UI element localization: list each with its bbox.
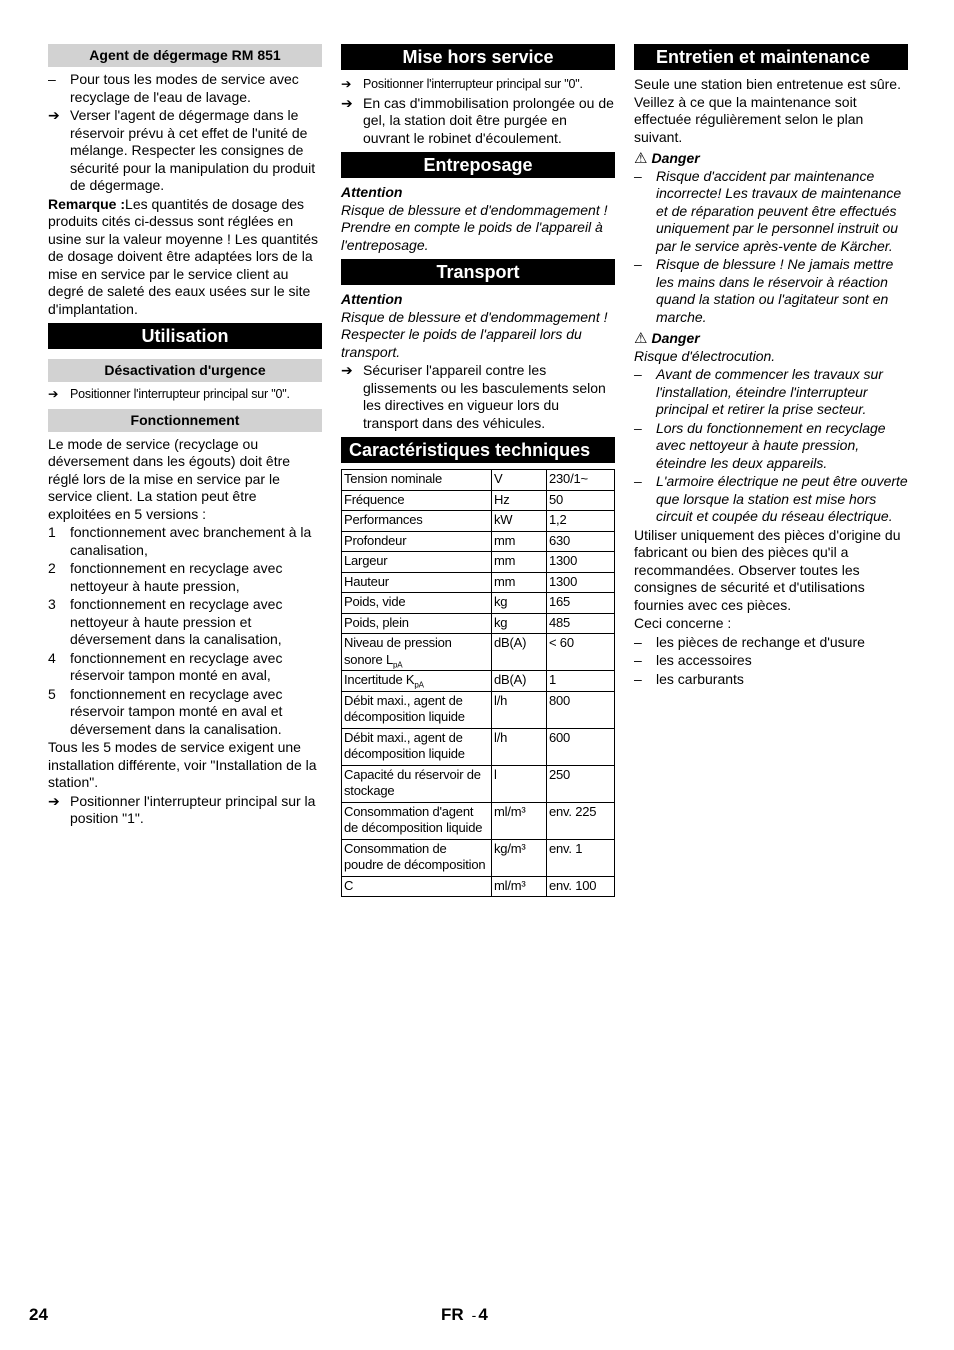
- spec-unit: kW: [492, 511, 547, 532]
- list-item: [634, 256, 908, 326]
- remark: [48, 196, 322, 319]
- item-text: fonctionnement en recyclage avec nettoyeur à haute pression et déversement dans la canalisation,: [70, 596, 283, 647]
- spec-value: 1300: [547, 552, 615, 573]
- spec-subscript: pA: [393, 660, 403, 670]
- item-text: Lors du fonctionnement en recyclage avec nettoyeur à haute pression, éteindre les deux appareils.: [656, 419, 886, 471]
- spec-unit: Hz: [492, 490, 547, 511]
- heading-transport: Transport: [341, 259, 615, 285]
- instruction-step: [341, 76, 615, 94]
- dash-marker: –: [634, 670, 642, 687]
- spec-value: 1300: [547, 572, 615, 593]
- spec-name-text: Consommation de poudre de décomposition: [344, 840, 486, 872]
- spec-value: env. 225: [547, 802, 615, 839]
- dash-marker: –: [634, 419, 642, 436]
- table-row: [342, 552, 615, 573]
- spec-unit: V: [492, 470, 547, 491]
- modes-note: Tous les 5 modes de service exigent une installation différente, voir "Installation de la station".: [48, 739, 317, 790]
- spec-name: [342, 765, 492, 802]
- heading-rm851: Agent de dégermage RM 851: [48, 44, 322, 67]
- column-left: [48, 44, 322, 829]
- item-number: 2: [48, 560, 56, 576]
- spec-value: 485: [547, 613, 615, 634]
- spec-value: 165: [547, 593, 615, 614]
- spec-name: [342, 634, 492, 671]
- section-page: 4: [478, 1305, 488, 1324]
- table-row: [342, 839, 615, 876]
- list-item: [634, 168, 908, 256]
- step-text: Verser l'agent de dégermage dans le réservoir prévu à cet effet de l'unité de mélange. Respecter les consignes de sécurité pour la manipulation du produit de dégermage.: [70, 107, 316, 193]
- column-right: [634, 44, 908, 689]
- spec-value: 250: [547, 765, 615, 802]
- danger-text: Danger: [651, 330, 700, 346]
- spec-value: < 60: [547, 634, 615, 671]
- arrow-icon: ➔: [341, 94, 353, 111]
- heading-utilisation: Utilisation: [48, 323, 322, 349]
- spec-unit: dB(A): [492, 634, 547, 671]
- list-item: [48, 650, 322, 685]
- spec-name: [342, 552, 492, 573]
- item-text: les accessoires: [656, 652, 752, 668]
- step-text: Positionner l'interrupteur principal sur "0".: [363, 77, 583, 91]
- table-row: [342, 511, 615, 532]
- dash-marker: –: [634, 256, 642, 272]
- dash-marker: –: [48, 71, 56, 87]
- spec-name: [342, 839, 492, 876]
- instruction-step: [48, 386, 322, 404]
- dash-marker: –: [634, 633, 642, 650]
- heading-caracteristiques: Caractéristiques techniques: [341, 437, 615, 463]
- spec-name-text: Hauteur: [344, 573, 389, 589]
- table-row: [342, 876, 615, 897]
- spec-unit: kg: [492, 613, 547, 634]
- footer-label: [441, 1306, 488, 1325]
- list-item: [48, 71, 322, 106]
- item-text: fonctionnement en recyclage avec nettoyeur à haute pression,: [70, 560, 283, 594]
- parts-text: Utiliser uniquement des pièces d'origine du fabricant ou bien des pièces qu'il a recommandées. Observer toutes les consignes de sécurité et d'utilisations fournies avec ces pièces.: [634, 526, 901, 613]
- warning-icon: ⚠: [634, 330, 648, 347]
- heading-entretien: Entretien et maintenance: [634, 44, 908, 70]
- heading-entreposage: Entreposage: [341, 152, 615, 178]
- column-middle: [341, 44, 615, 897]
- danger-text: Danger: [651, 150, 700, 166]
- spec-name: [342, 572, 492, 593]
- spec-name-text: Tension nominale: [344, 471, 442, 486]
- item-text: Risque d'accident par maintenance incorrecte! Les travaux de maintenance et de réparation peuvent être effectués uniquement par le personnel instruit ou par le service après-vente de Kärcher.: [656, 167, 902, 254]
- table-row: [342, 593, 615, 614]
- intro-text: Seule une station bien entretenue est sûre. Veillez à ce que la maintenance soit effectuée régulièrement selon le plan suivant.: [634, 76, 901, 145]
- spec-name-text: Fréquence: [344, 491, 405, 507]
- table-row: [342, 531, 615, 552]
- list-item: [48, 686, 322, 739]
- page-number: 24: [29, 1305, 48, 1324]
- table-row: [342, 490, 615, 511]
- arrow-icon: ➔: [48, 107, 60, 123]
- spec-name: [342, 511, 492, 532]
- item-text: Pour tous les modes de service avec recyclage de l'eau de lavage.: [70, 71, 299, 105]
- attention-label: Attention: [341, 184, 403, 200]
- step-text: Positionner l'interrupteur principal sur la position "1".: [70, 792, 316, 826]
- spec-unit: ml/m³: [492, 802, 547, 839]
- arrow-icon: ➔: [48, 387, 59, 401]
- spec-value: 630: [547, 531, 615, 552]
- attention-text: Risque de blessure et d'endommagement ! Respecter le poids de l'appareil lors du transport.: [341, 308, 608, 360]
- spec-name-text: Consommation d'agent de décomposition liquide: [344, 803, 483, 835]
- spec-value: 230/1~: [547, 470, 615, 491]
- table-row: [342, 802, 615, 839]
- spec-value: 1,2: [547, 511, 615, 532]
- spec-value: env. 1: [547, 839, 615, 876]
- item-text: les pièces de rechange et d'usure: [656, 633, 865, 650]
- spec-name-text: Capacité du réservoir de stockage: [344, 766, 481, 798]
- item-text: L'armoire électrique ne peut être ouverte que lorsque la station est mise hors circuit et coupée du réseau électrique.: [656, 473, 908, 524]
- spec-unit: dB(A): [492, 671, 547, 692]
- spec-name-text: Performances: [344, 512, 423, 527]
- spec-unit: l/h: [492, 728, 547, 765]
- spec-value: env. 100: [547, 876, 615, 897]
- danger-label: [634, 150, 908, 168]
- spec-name-text: Profondeur: [344, 532, 407, 548]
- spec-table: [341, 469, 615, 897]
- spec-name-text: Débit maxi., agent de décomposition liquide: [344, 729, 465, 761]
- dash-marker: –: [634, 366, 642, 382]
- concerns-label: Ceci concerne :: [634, 615, 732, 631]
- list-item: [48, 560, 322, 595]
- spec-unit: mm: [492, 531, 547, 552]
- spec-unit: l: [492, 765, 547, 802]
- instruction-step: [48, 107, 322, 195]
- item-number: 3: [48, 596, 56, 612]
- arrow-icon: ➔: [341, 362, 353, 378]
- remark-text: Les quantités de dosage des produits cités ci-dessus sont réglées en usine sur la valeur moyenne ! Les quantités de dosage doivent être adaptées lors de la mise en service par le service client au degré de saleté des eaux usées sur le site d'implantation.: [48, 195, 319, 317]
- instruction-step: [48, 793, 322, 828]
- remark-label: Remarque :: [48, 195, 126, 212]
- attention-label: Attention: [341, 291, 403, 307]
- item-number: 5: [48, 685, 56, 702]
- list-item: [634, 420, 908, 473]
- fonctionnement-intro: Le mode de service (recyclage ou déversement dans les égouts) doit être réglé lors de la mise en service par le service client. La station peut être exploitées en 5 versions :: [48, 435, 291, 522]
- dash-marker: –: [634, 473, 642, 489]
- list-item: [634, 473, 908, 526]
- spec-name-text: Largeur: [344, 553, 388, 568]
- spec-name-text: Poids, vide: [344, 594, 406, 609]
- item-text: fonctionnement en recyclage avec réservoir tampon monté en aval,: [70, 649, 283, 683]
- list-item: [634, 671, 908, 689]
- table-row: [342, 691, 615, 728]
- item-number: 1: [48, 524, 56, 540]
- item-text: Avant de commencer les travaux sur l'installation, éteindre l'interrupteur principal et retirer la prise secteur.: [656, 366, 883, 417]
- table-row: [342, 765, 615, 802]
- item-text: fonctionnement en recyclage avec réservoir tampon monté en aval et déversement dans la canalisation.: [70, 685, 283, 737]
- item-text: les carburants: [656, 670, 744, 687]
- list-item: [634, 634, 908, 652]
- spec-unit: l/h: [492, 691, 547, 728]
- arrow-icon: ➔: [48, 792, 60, 809]
- list-item: [48, 596, 322, 649]
- spec-name: [342, 490, 492, 511]
- danger-subtext: Risque d'électrocution.: [634, 347, 776, 364]
- spec-unit: kg: [492, 593, 547, 614]
- dash-marker: –: [634, 167, 642, 184]
- arrow-icon: ➔: [341, 77, 352, 91]
- spec-name-text: Poids, plein: [344, 614, 409, 630]
- item-text: fonctionnement avec branchement à la canalisation,: [70, 524, 312, 558]
- spec-name: [342, 802, 492, 839]
- spec-name: [342, 671, 492, 692]
- heading-mise-hors-service: Mise hors service: [341, 44, 615, 70]
- footer-dash: -: [471, 1307, 477, 1323]
- table-row: [342, 634, 615, 671]
- table-row: [342, 728, 615, 765]
- step-text: En cas d'immobilisation prolongée ou de gel, la station doit être purgée en ouvrant le robinet d'écoulement.: [363, 94, 614, 146]
- spec-unit: ml/m³: [492, 876, 547, 897]
- instruction-step: [341, 362, 615, 432]
- table-row: [342, 572, 615, 593]
- table-row: [342, 470, 615, 491]
- danger-label: [634, 330, 908, 348]
- step-text: Positionner l'interrupteur principal sur "0".: [70, 387, 290, 401]
- item-text: Risque de blessure ! Ne jamais mettre les mains dans le réservoir à réaction quand la station ou l'agitateur sont en marche.: [656, 256, 894, 325]
- spec-name: [342, 593, 492, 614]
- spec-value: 50: [547, 490, 615, 511]
- spec-name: [342, 531, 492, 552]
- dash-marker: –: [634, 652, 642, 668]
- spec-value: 800: [547, 691, 615, 728]
- spec-name-text: Débit maxi., agent de décomposition liquide: [344, 692, 465, 724]
- item-number: 4: [48, 649, 56, 666]
- attention-text: Risque de blessure et d'endommagement ! Prendre en compte le poids de l'appareil à l'entreposage.: [341, 201, 608, 253]
- step-text: Sécuriser l'appareil contre les glissements ou les basculements selon les directives en vigueur lors du transport dans des véhicules.: [363, 362, 606, 431]
- spec-name: [342, 691, 492, 728]
- spec-name: [342, 613, 492, 634]
- spec-unit: mm: [492, 572, 547, 593]
- spec-name-text: C: [344, 877, 354, 893]
- spec-value: 1: [547, 671, 615, 692]
- table-row: [342, 671, 615, 692]
- list-item: [48, 524, 322, 559]
- spec-unit: kg/m³: [492, 839, 547, 876]
- warning-icon: ⚠: [634, 150, 648, 167]
- spec-name-text: Niveau de pression sonore L: [344, 635, 452, 667]
- spec-name: [342, 728, 492, 765]
- language-code: FR: [441, 1305, 464, 1324]
- spec-name: [342, 876, 492, 897]
- list-item: [634, 652, 908, 670]
- spec-name-text: Incertitude K: [344, 672, 415, 687]
- spec-unit: mm: [492, 552, 547, 573]
- heading-fonctionnement: Fonctionnement: [48, 409, 322, 432]
- spec-subscript: pA: [414, 680, 424, 690]
- spec-value: 600: [547, 728, 615, 765]
- instruction-step: [341, 95, 615, 148]
- spec-name: [342, 470, 492, 491]
- list-item: [634, 366, 908, 419]
- table-row: [342, 613, 615, 634]
- heading-urgence: Désactivation d'urgence: [48, 359, 322, 382]
